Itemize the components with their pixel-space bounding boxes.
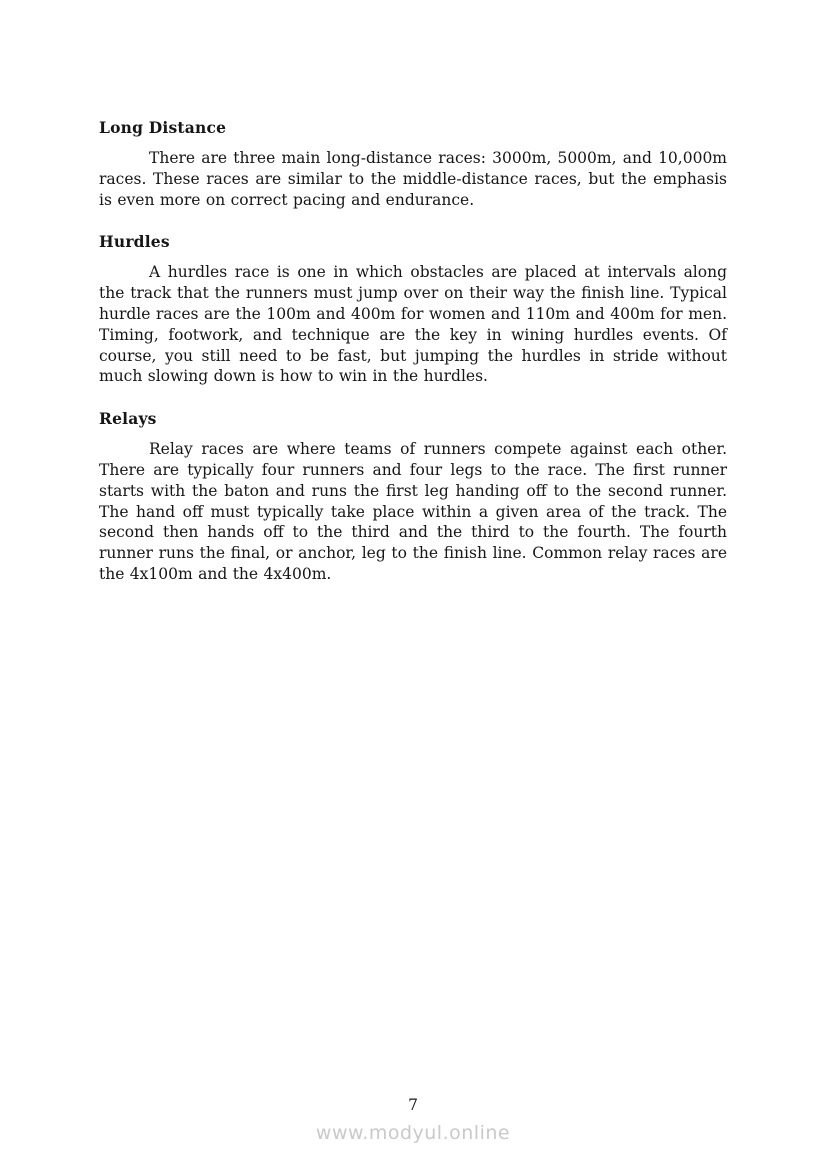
page-content — [99, 118, 727, 607]
section-heading-hurdles: Hurdles — [99, 232, 170, 252]
section-long-distance — [99, 118, 727, 210]
watermark: www.modyul.online — [315, 1122, 511, 1144]
section-heading-long-distance: Long Distance — [99, 118, 227, 137]
paragraph-long-distance: There are three main long-distance races: 3000m, 5000m, and 10,000m races. These races are similar to the middle-distance races, but the emphasis is even more on correct pacing and endurance. — [99, 149, 727, 209]
page-number: 7 — [408, 1096, 418, 1114]
paragraph-relays: Relay races are where teams of runners compete against each other. There are typically four runners and four legs to the race. The first runner starts with the baton and runs the first leg handing off to the second runner. The hand off must typically take place within a given area of the track. The second then hands off to the third and the third to the fourth. The fourth runner runs the final, or anchor, leg to the finish line. Common relay races are the 4x100m and the 4x400m. — [99, 440, 727, 583]
paragraph-hurdles: A hurdles race is one in which obstacles are placed at intervals along the track that the runners must jump over on their way the finish line. Typical hurdle races are the 100m and 400m for women and 110m and 400m for men. Timing, footwork, and technique are the key in wining hurdles events. Of course, you still need to be fast, but jumping the hurdles in stride without much slowing down is how to win in the hurdles. — [99, 263, 727, 386]
section-relays — [99, 409, 727, 585]
section-heading-relays: Relays — [99, 409, 157, 429]
section-hurdles — [99, 232, 727, 387]
